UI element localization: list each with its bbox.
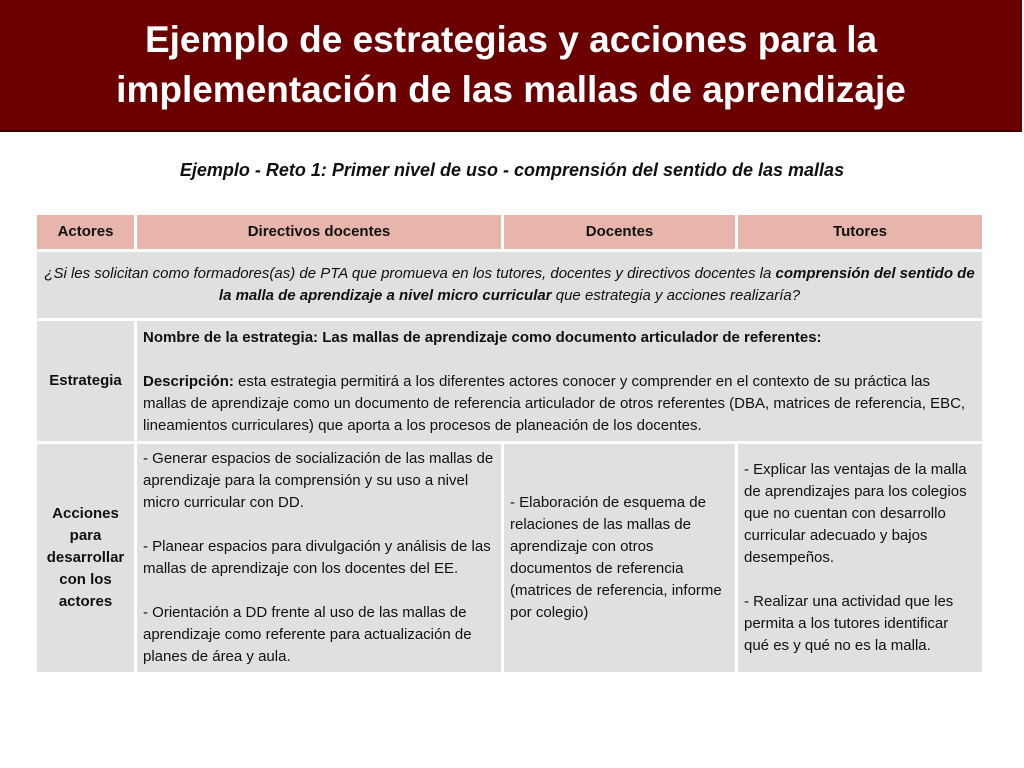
actions-tutores-cell <box>738 444 982 672</box>
question-text-part1: ¿Si les solicitan como formadores(as) de PTA que promueva en los tutores, docentes y directivos docentes la <box>44 265 776 282</box>
list-item: - Elaboración de esquema de relaciones de las mallas de aprendizaje con otros documentos de referencia (matrices de referencia, informe por colegio) <box>510 494 722 621</box>
table-header-row <box>37 215 982 249</box>
question-text-part2: que estrategia y acciones realizaría? <box>551 287 801 304</box>
title-bar <box>0 0 1022 132</box>
strategy-table <box>34 212 985 675</box>
header-docentes: Docentes <box>504 215 735 249</box>
list-item: - Orientación a DD frente al uso de las mallas de aprendizaje como referente para actualización de planes de área y aula. <box>143 604 472 665</box>
list-item: - Generar espacios de socialización de las mallas de aprendizaje para la comprensión y su uso a nivel micro curricular con DD. <box>143 450 494 511</box>
header-actores: Actores <box>37 215 134 249</box>
question-row <box>37 252 982 318</box>
actions-label: Acciones para desarrollar con los actores <box>37 444 134 672</box>
actions-directivos-cell <box>137 444 501 672</box>
question-cell <box>37 252 982 318</box>
strategy-description-label: Descripción: <box>143 373 234 390</box>
header-directivos-docentes: Directivos docentes <box>137 215 501 249</box>
actions-row <box>37 444 982 672</box>
slide-subtitle: Ejemplo - Reto 1: Primer nivel de uso - comprensión del sentido de las mallas <box>179 160 845 180</box>
list-item: - Realizar una actividad que les permita a los tutores identificar qué es y qué no es la malla. <box>744 593 954 654</box>
header-tutores: Tutores <box>738 215 982 249</box>
slide-title: Ejemplo de estrategias y acciones para la implementación de las mallas de aprendizaje <box>116 19 906 110</box>
strategy-row <box>37 321 982 441</box>
actions-docentes-cell <box>504 444 735 672</box>
list-item: - Planear espacios para divulgación y análisis de las mallas de aprendizaje con los docentes del EE. <box>143 538 491 577</box>
question-text-bold: comprensión del sentido de la malla de aprendizaje a nivel micro curricular <box>218 265 975 304</box>
strategy-label: Estrategia <box>37 321 134 441</box>
strategy-name: Nombre de la estrategia: Las mallas de aprendizaje como documento articulador de referentes: <box>143 329 822 346</box>
list-item: - Explicar las ventajas de la malla de aprendizajes para los colegios que no cuentan con desarrollo curricular adecuado y bajos desempeños. <box>744 461 967 566</box>
strategy-description-text: esta estrategia permitirá a los diferentes actores conocer y comprender en el contexto de su práctica las mallas de aprendizaje como un documento de referencia articulador de otros referentes (DBA, matrices de referencia, EBC, lineamientos curriculares) que aporta a los procesos de planeación de los docentes. <box>143 373 966 434</box>
strategy-cell <box>137 321 982 441</box>
